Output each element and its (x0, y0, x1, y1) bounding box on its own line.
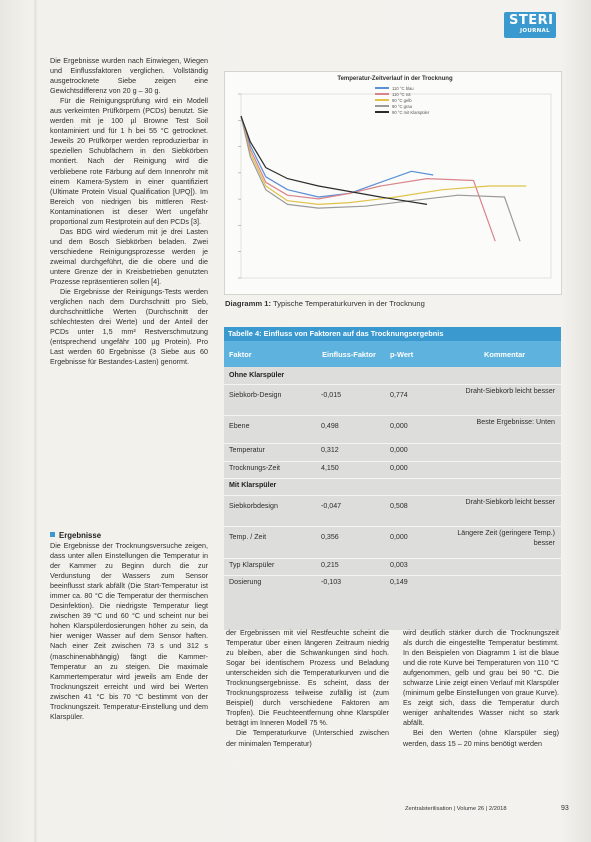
chart-legend (375, 86, 429, 116)
text-column-middle (226, 628, 389, 749)
steri-journal-logo (504, 12, 556, 38)
paragraph: Das BDG wird wiederum mit je drei Lasten und dem Bosch Siebkörben beladen. Zwei verschiedene Reinigungsprozesse werden je zweimal durchgeführt, die die obere und die untere Grenze der in Kreisbetrieben genutzten Prozesse repräsentieren sollen [4]. (50, 226, 208, 287)
cell-factor: Temperatur (229, 446, 265, 454)
row-divider (224, 461, 561, 462)
temperature-chart (224, 71, 562, 295)
cell-p-value: 0,003 (390, 561, 408, 569)
cell-p-value: 0,000 (390, 464, 408, 472)
header-factor: Faktor (229, 349, 252, 359)
legend-label: 90 °C gelb (392, 98, 412, 103)
cell-factor: Dosierung (229, 578, 262, 586)
row-divider (224, 526, 561, 527)
cell-influence: -0,103 (321, 578, 342, 586)
cell-influence: -0,015 (321, 391, 342, 399)
cell-influence: 0,215 (321, 561, 339, 569)
cell-p-value: 0,000 (390, 533, 408, 541)
cell-p-value: 0,508 (390, 502, 408, 510)
caption-label: Diagramm 1: (225, 299, 272, 308)
row-divider (224, 415, 561, 416)
legend-swatch (375, 93, 389, 94)
paragraph: Die Temperaturkurve (Unterschied zwischen der minimalen Temperatur) (226, 728, 389, 748)
row-divider (224, 384, 561, 385)
legend-entry (375, 110, 429, 116)
legend-label: 110 °C rot (392, 92, 411, 97)
table-body (224, 367, 561, 630)
paragraph: Für die Reinigungsprüfung wird ein Modell aus verkeimten Prüfkörpern (PCDs) benutzt. Sie werden mit je 100 µl Browne Test Soil kontaminiert und für 1 h bei 55 °C getrocknet. Jeweils 20 Prüfkörper werden reproduzierbar in speziellen Schubfächern in den Siebkörben montiert. Nach der Reinigung wird die verbliebene rote Färbung auf dem Innenrohr mit einem Kamera-System in einer quantifiziert (Ultimate Protein Visual Qualification [UPQ]). Im Bereich von niedrigen bis mittleren Rest-Kontaminationen ist dieser Wert ungefähr proportional zum Restprotein auf den PCDs [3]. (50, 96, 208, 226)
table-title: Tabelle 4: Einfluss von Faktoren auf das Trocknungsergebnis (224, 327, 561, 341)
cell-influence: 0,356 (321, 533, 339, 541)
cell-influence: 0,498 (321, 422, 339, 430)
cell-p-value: 0,774 (390, 391, 408, 399)
cell-factor: Temp. / Zeit (229, 533, 267, 541)
cell-factor: Siebkorb-Design (229, 391, 282, 399)
chart-title: Temperatur-Zeitverlauf in der Trocknung (337, 76, 453, 82)
paragraph: wird deutlich stärker durch die Trocknungszeit als durch die eingestellte Temperatur bestimmt. In den Beispielen von Diagramm 1 ist die blaue und die rote Kurve bei Temperaturen von 110 °C aufgenommen, gelb und grau bei 90 °C. Die schwarze Linie zeigt einen Verlauf mit Klarspüler (minimum gelbe Einstellungen von graue Kurve). Es zeigt sich, dass die Temperatur durch weniger anhaltendes Wasser nicht so stark abfällt. (403, 628, 559, 728)
heading-square-icon (50, 532, 55, 537)
cell-factor: Ebene (229, 422, 250, 430)
cell-influence: 4,150 (321, 464, 339, 472)
row-divider (224, 443, 561, 444)
caption-text: Typische Temperaturkurven in der Trocknung (271, 299, 425, 308)
page-fold (34, 0, 37, 842)
cell-comment: Beste Ergebnisse: Unten (476, 418, 555, 426)
text-column-left-top (50, 56, 208, 367)
row-divider (224, 575, 561, 576)
legend-swatch (375, 87, 389, 88)
cell-influence: 0,312 (321, 446, 339, 454)
cell-p-value: 0,000 (390, 446, 408, 454)
paragraph: Die Ergebnisse der Reinigungs-Tests werden verglichen nach dem Durchschnitt pro Sieb, durchschnittliche Werten (Durchschnitt der schlechtesten drei Werte) und der Anteil der PCDs unter 1,5 mm² Restverschmutzung (entsprechend ungefähr 100 µg Protein). Pro Last werden 60 Ergebnisse (3 Siebe aus 60 Ergebnisse für Bestandes-Lasten) genormt. (50, 287, 208, 367)
cell-factor: Mit Klarspüler (229, 481, 277, 489)
logo-wordmark: STERI (509, 13, 554, 28)
row-divider (224, 478, 561, 479)
text-column-right (403, 628, 559, 749)
page-number: 93 (561, 805, 569, 812)
header-influence: Einfluss-Faktor (322, 349, 376, 359)
header-p-value: p-Wert (390, 349, 414, 359)
cell-factor: Siebkorbdesign (229, 502, 278, 510)
cell-influence: -0,047 (321, 502, 342, 510)
row-divider (224, 558, 561, 559)
paragraph: der Ergebnissen mit viel Restfeuchte scheint die Temperatur über einen längeren Zeitraum niedrig zu bleiben, aber die Schwankungen sind hoch. Sogar bei identischem Prozess und Beladung unterscheiden sich die Temperaturkurven und die Trocknungsergebnisse. Es scheint, dass der Trocknungsprozess teilweise zufällig ist (zum Beispiel) durch verschiedene Faktoren am Tropfen). Die Feuchteentfernung ohne Klarspüler beträgt im Inneren Modell 75 %. (226, 628, 389, 728)
cell-factor: Ohne Klarspüler (229, 371, 285, 379)
cell-factor: Typ Klarspüler (229, 561, 275, 569)
legend-label: 90 °C grau (392, 104, 413, 109)
header-comment: Kommentar (484, 349, 526, 359)
row-divider (224, 495, 561, 496)
cell-comment: Längere Zeit (geringere Temp.) besser (457, 529, 555, 547)
legend-swatch (375, 105, 389, 106)
legend-swatch (375, 111, 389, 112)
legend-label: 90 °C mit Klarspüler (392, 110, 430, 115)
legend-label: 110 °C blau (392, 86, 414, 91)
cell-p-value: 0,000 (390, 422, 408, 430)
section-heading (50, 531, 101, 540)
paragraph: Die Ergebnisse der Trocknungsversuche zeigen, dass unter allen Einstellungen die Temperatur in der Kammer zu Beginn durch die zur Verdunstung der Wassers zum Sensor beeinflusst stark abfällt (Die Start-Temperatur ist immer ca. 80 °C die Temperatur der thermischen Desinfektion). Die niedrigste Temperatur liegt zwischen 39 °C und 60 °C und scheint nur bei hohen Klarspülerdosierungen höher zu sein, da hier weniger Wasser auf dem Sensor haften. Nach einer Zeit zwischen 73 s und 312 s (maschinenabhängig) fängt die Kammer-Temperatur an zu steigen. Die maximale Kammertemperatur wird jeweils am Ende der Trocknungszeit erreicht und wird bei Werten zwischen 41 °C bis 70 °C bestimmt von der Trocknungszeit. Temperatur-Einstellung und dem Klarspüler. (50, 541, 208, 721)
figure-caption (225, 299, 425, 308)
cell-comment: Draht-Siebkorb leicht besser (465, 498, 555, 506)
table-header (224, 341, 561, 367)
factors-table (224, 327, 561, 630)
cell-factor: Trocknungs-Zeit (229, 464, 280, 472)
logo-subtitle: JOURNAL (520, 28, 550, 34)
cell-p-value: 0,149 (390, 578, 408, 586)
paragraph: Die Ergebnisse wurden nach Einwiegen, Wiegen und Einflussfaktoren verglichen. Vollständig ausgetrocknete Siebe zeigen eine Gewichtsdifferenz von 20 g – 30 g. (50, 56, 208, 96)
cell-comment: Draht-Siebkorb leicht besser (465, 387, 555, 395)
heading-text: Ergebnisse (59, 531, 102, 540)
legend-swatch (375, 99, 389, 100)
paragraph: Bei den Werten (ohne Klarspüler sieg) werden, dass 15 – 20 mins benötigt werden (403, 728, 559, 748)
text-column-left-bottom (50, 541, 208, 722)
journal-footer: Zentralsterilisation | Volume 26 | 2/2018 (405, 806, 507, 812)
